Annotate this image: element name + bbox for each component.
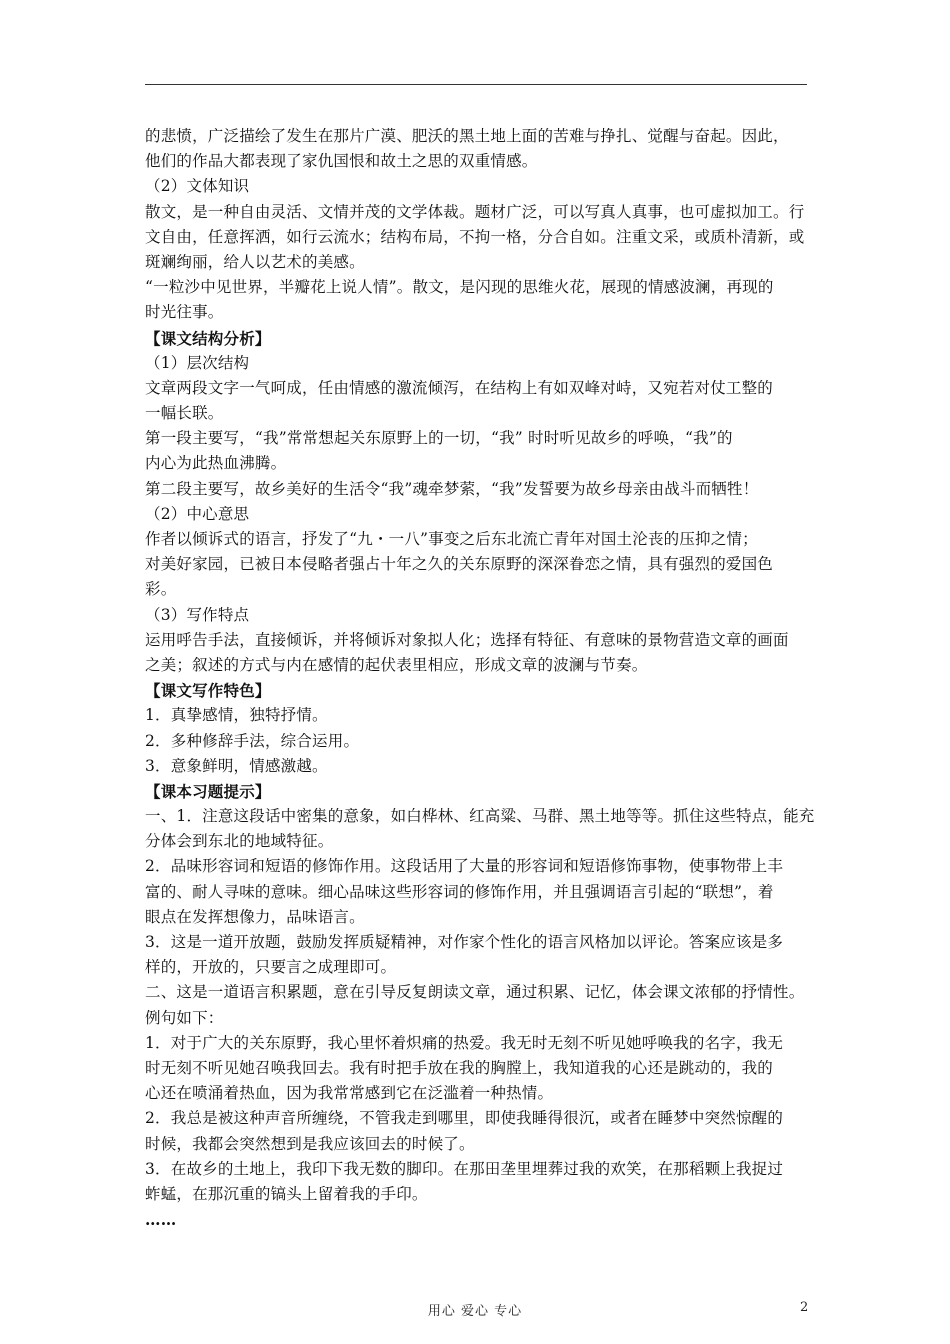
- text-line: 样的，开放的，只要言之成理即可。: [145, 958, 397, 977]
- document-body: [145, 124, 815, 1232]
- text-line: 3．在故乡的土地上，我印下我无数的脚印。在那田垄里埋葬过我的欢笑，在那稻颗上我捉过: [145, 1159, 784, 1178]
- text-line: 运用呼告手法，直接倾诉，并将倾诉对象拟人化；选择有特征、有意味的景物营造文章的画面: [145, 630, 789, 649]
- text-line: 斑斓绚丽，给人以艺术的美感。: [145, 252, 365, 271]
- text-line: 【课本习题提示】: [145, 781, 271, 801]
- text-line: 文章两段文字一气呵成，任由情感的激流倾泻，在结构上有如双峰对峙，又宛若对仗工整的: [145, 378, 774, 397]
- text-line: 3．意象鲜明，情感激越。: [145, 756, 328, 775]
- text-line: 二、这是一道语言积累题，意在引导反复朗读文章，通过积累、记忆，体会课文浓郁的抒情性。: [145, 983, 805, 1002]
- text-line: 【课文写作特色】: [145, 681, 271, 701]
- text-line: 之美；叙述的方式与内在感情的起伏表里相应，形成文章的波澜与节奏。: [145, 655, 648, 674]
- text-line: （3）写作特点: [145, 605, 250, 624]
- page-number: 2: [800, 1300, 809, 1315]
- text-line: （2）文体知识: [145, 177, 250, 196]
- text-line: 2．我总是被这种声音所缠绕，不管我走到哪里，即使我睡得很沉，或者在睡梦中突然惊醒的: [145, 1109, 784, 1128]
- text-line: 3．这是一道开放题，鼓励发挥质疑精神，对作家个性化的语言风格加以评论。答案应该是多: [145, 933, 784, 951]
- text-line: 【课文结构分析】: [145, 328, 271, 348]
- text-line: 第二段主要写，故乡美好的生活令“我”魂牵梦萦，“我”发誓要为故乡母亲由战斗而牺牲！: [145, 479, 759, 498]
- text-line: 眼点在发挥想像力，品味语言。: [145, 907, 365, 926]
- text-line: 的悲愤，广泛描绘了发生在那片广漠、肥沃的黑土地上面的苦难与挣扎、觉醒与奋起。因此，: [145, 127, 789, 145]
- text-line: 时光往事。: [145, 303, 224, 322]
- text-line: 一、1．注意这段话中密集的意象，如白桦林、红高粱、马群、黑土地等等。抓住这些特点，能充: [145, 807, 815, 826]
- text-line: （2）中心意思: [145, 504, 250, 523]
- text-line: （1）层次结构: [145, 353, 250, 372]
- text-line: 蚱蜢，在那沉重的镐头上留着我的手印。: [145, 1184, 428, 1203]
- text-line: 散文，是一种自由灵活、文情并茂的文学体裁。题材广泛，可以写真人真事，也可虚拟加工。行: [145, 202, 805, 221]
- text-line: “一粒沙中见世界，半瓣花上说人情”。散文，是闪现的思维火花，展现的情感波澜，再现的: [145, 278, 774, 297]
- text-line: 分体会到东北的地域特征。: [145, 832, 334, 851]
- text-line: 心还在喷涌着热血，因为我常常感到它在泛滥着一种热情。: [145, 1084, 554, 1103]
- text-line: 1．真挚感情，独特抒情。: [145, 706, 328, 725]
- text-line: 时无刻不听见她召唤我回去。我有时把手放在我的胸膛上，我知道我的心还是跳动的，我的: [145, 1058, 774, 1077]
- text-line: 富的、耐人寻味的意味。细心品味这些形容词的修饰作用，并且强调语言引起的“联想”，着: [145, 882, 774, 901]
- text-line: 一幅长联。: [145, 404, 224, 423]
- text-line: 例句如下：: [145, 1008, 224, 1027]
- text-line: 他们的作品大都表现了家仇国恨和故土之思的双重情感。: [145, 152, 538, 171]
- footer-slogan: 用心 爱心 专心: [427, 1304, 523, 1319]
- text-line: 1．对于广大的关东原野，我心里怀着炽痛的热爱。我无时无刻不听见她呼唤我的名字，我无: [145, 1033, 784, 1052]
- text-line: 作者以倾诉式的语言，抒发了“九・一八”事变之后东北流亡青年对国土沦丧的压抑之情；: [145, 530, 758, 548]
- text-line: 彩。: [145, 580, 177, 599]
- text-line: 时候，我都会突然想到是我应该回去的时候了。: [145, 1134, 475, 1153]
- text-line: 对美好家园，已被日本侵略者强占十年之久的关东原野的深深眷恋之情，具有强烈的爱国色: [145, 555, 774, 574]
- text-line: ……: [145, 1210, 177, 1230]
- text-line: 2．多种修辞手法，综合运用。: [145, 731, 360, 750]
- text-line: 第一段主要写，“我”常常想起关东原野上的一切，“我” 时时听见故乡的呼唤，“我”的: [145, 429, 733, 448]
- text-line: 2．品味形容词和短语的修饰作用。这段话用了大量的形容词和短语修饰事物，使事物带上丰: [145, 857, 784, 876]
- header-rule: [145, 84, 807, 85]
- text-line: 内心为此热血沸腾。: [145, 454, 287, 473]
- text-line: 文自由，任意挥洒，如行云流水；结构布局，不拘一格，分合自如。注重文采，或质朴清新，或: [145, 227, 805, 246]
